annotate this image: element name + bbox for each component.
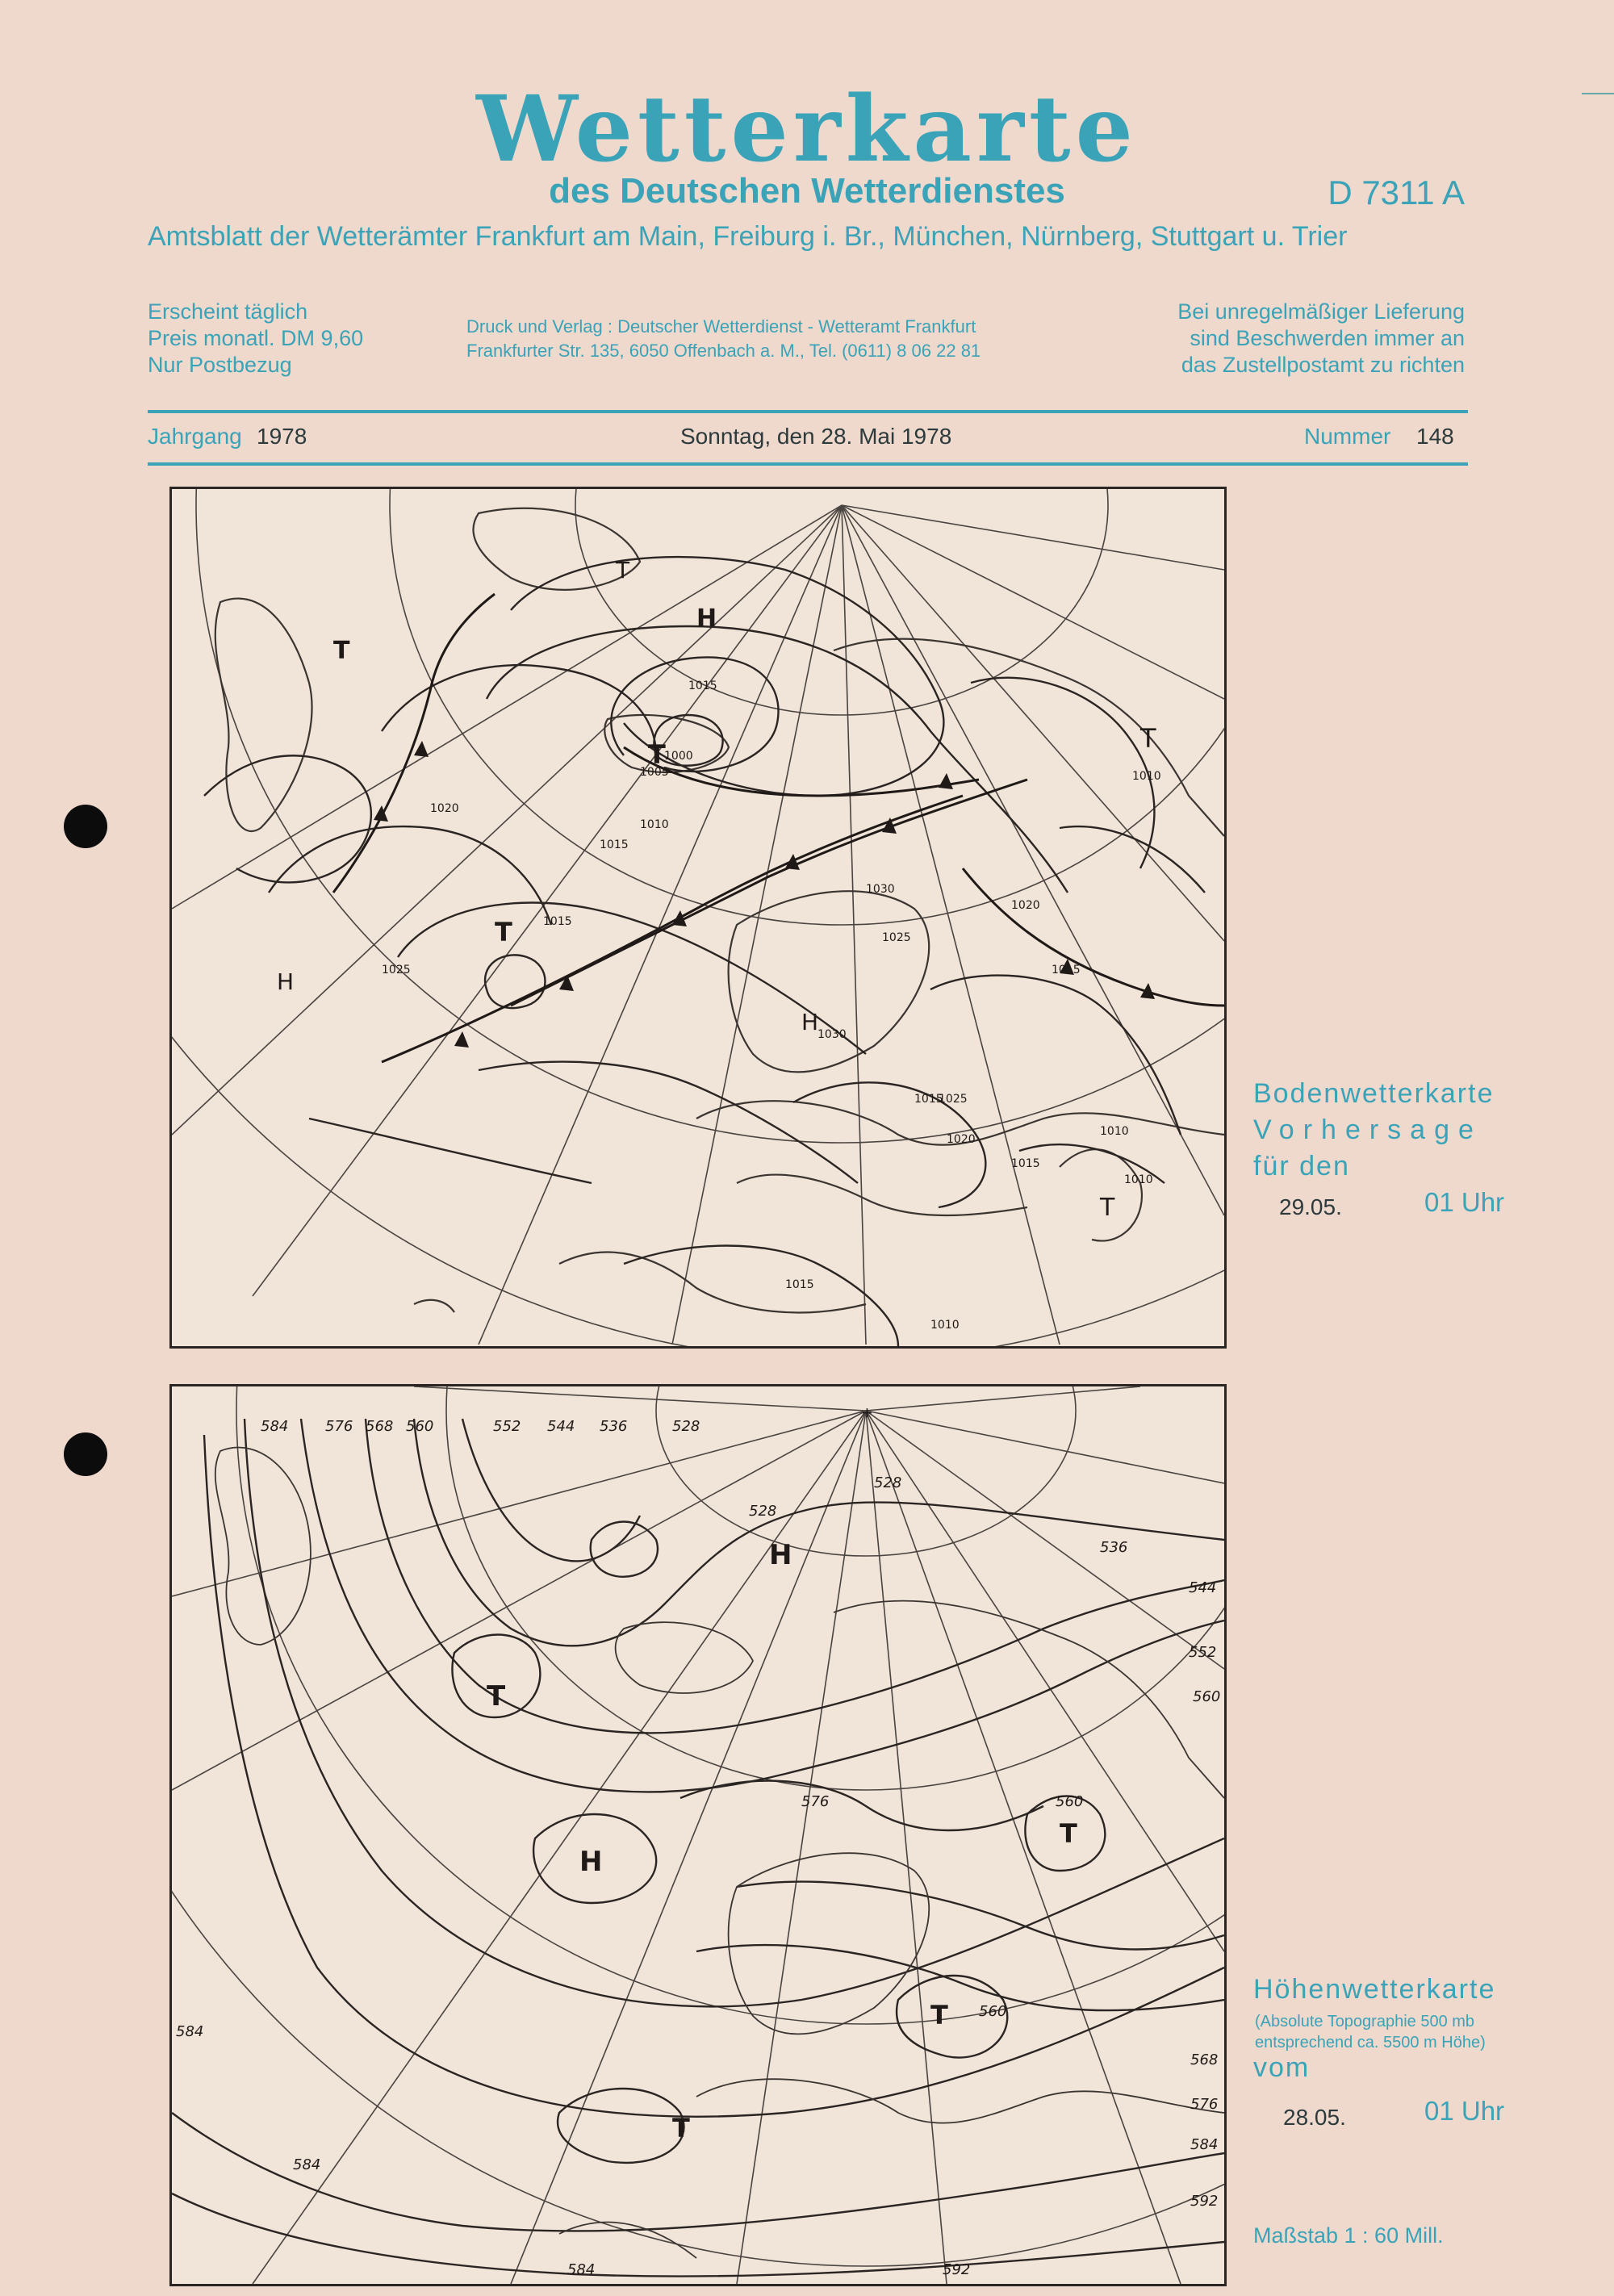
info-line: Erscheint täglich (148, 299, 308, 324)
upper-air-map-svg (172, 1386, 1224, 2284)
contour-label: 544 (547, 1418, 575, 1435)
center-label: H (579, 1846, 603, 1878)
front-symbols (374, 741, 1155, 1048)
info-line: sind Beschwerden immer an (1190, 326, 1465, 350)
isobar-label: 1010 (1100, 1125, 1129, 1138)
delivery-info (1177, 299, 1465, 378)
center-label: T (648, 739, 666, 770)
center-label: T (672, 2113, 690, 2143)
upper-date: 28.05. (1283, 2105, 1346, 2130)
center-label: T (487, 1680, 506, 1713)
number-label: Nummer (1304, 424, 1391, 449)
contour-label: 584 (261, 1418, 289, 1435)
surface-caption-title: Bodenwetterkarte (1253, 1078, 1495, 1109)
surface-map (169, 487, 1227, 1349)
surface-caption-forecast: Vorhersage (1253, 1115, 1482, 1145)
isobar-label: 1015 (914, 1093, 943, 1106)
isobar-label: 1000 (664, 750, 693, 763)
contour-label: 536 (1100, 1539, 1128, 1556)
contour-label: 592 (1190, 2193, 1219, 2210)
contour-label: 576 (1190, 2096, 1219, 2113)
surface-time: 01 Uhr (1424, 1187, 1505, 1217)
center-label: H (769, 1539, 792, 1571)
edge-mark (1582, 93, 1614, 94)
isobar-label: 1020 (430, 802, 459, 815)
info-line: das Zustellpostamt zu richten (1181, 353, 1465, 377)
contour-label: 584 (567, 2261, 596, 2278)
punch-hole (64, 805, 107, 848)
doc-number: D 7311 A (1328, 174, 1465, 211)
subscription-info (148, 299, 363, 378)
contour-label: 592 (943, 2261, 971, 2278)
note-line: entsprechend ca. 5500 m Höhe) (1255, 2034, 1486, 2051)
contour-label: 576 (325, 1418, 353, 1435)
coastlines (215, 1448, 1224, 2258)
contour-label: 568 (366, 1418, 394, 1435)
info-line: Druck und Verlag : Deutscher Wetterdienst - Wetteramt Frankfurt (466, 316, 976, 337)
center-label: H (277, 968, 295, 995)
note-line: (Absolute Topographie 500 mb (1255, 2013, 1475, 2030)
surface-date: 29.05. (1279, 1194, 1342, 1219)
masthead-subtitle: des Deutschen Wetterdienstes (549, 171, 1065, 211)
upper-air-map (169, 1384, 1227, 2286)
issue-row (148, 424, 1468, 456)
surface-map-svg (172, 489, 1224, 1346)
center-label: H (696, 604, 717, 633)
info-line: Frankfurter Str. 135, 6050 Offenbach a. M., Tel. (0611) 8 06 22 81 (466, 341, 981, 361)
isobar-label: 1015 (785, 1278, 814, 1291)
bulletin-line: Amtsblatt der Wetterämter Frankfurt am Main, Freiburg i. Br., München, Nürnberg, Stuttgart u. Trier (148, 221, 1348, 252)
isobar-label: 1015 (1011, 1157, 1040, 1170)
issue-number: 148 (1416, 424, 1454, 449)
isobar-label: 1015 (543, 915, 572, 928)
isobar-label: 1025 (382, 964, 411, 977)
isobar-label: 1010 (1124, 1173, 1153, 1186)
isobar-label: 1025 (939, 1093, 968, 1106)
isobar-label: 1030 (866, 883, 895, 896)
center-label: T (495, 917, 512, 947)
isobar-label: 1010 (640, 818, 669, 831)
publisher-info (466, 315, 981, 363)
isobar-label: 1015 (688, 680, 717, 692)
contour-label: 584 (1190, 2136, 1219, 2153)
info-line: Nur Postbezug (148, 353, 292, 377)
contour-label: 552 (1189, 1644, 1217, 1661)
year-label: Jahrgang (148, 424, 242, 449)
center-label: T (333, 637, 350, 665)
contour-label: 560 (979, 2003, 1007, 2020)
contour-label: 560 (406, 1418, 434, 1435)
isobar-label: 1015 (600, 839, 629, 851)
info-line: Preis monatl. DM 9,60 (148, 326, 364, 350)
contour-label: 576 (801, 1793, 830, 1810)
coastlines (215, 508, 1224, 1313)
center-label: H (801, 1009, 819, 1035)
contour-label: 560 (1056, 1793, 1084, 1810)
isobar-label: 1030 (817, 1028, 847, 1041)
contour-label: 528 (874, 1474, 902, 1491)
contour-label: 536 (600, 1418, 628, 1435)
surface-caption-for: für den (1253, 1151, 1350, 1181)
isobar-label: 1025 (882, 931, 911, 944)
masthead-title: Wetterkarte (476, 77, 1138, 182)
pressure-centers (487, 1539, 1077, 2143)
contour-label: 584 (293, 2156, 321, 2173)
contour-label: 560 (1193, 1688, 1221, 1705)
punch-hole (64, 1432, 107, 1476)
upper-caption-note (1255, 2011, 1486, 2053)
center-label: T (616, 557, 630, 583)
isobar-label: 1015 (1052, 964, 1081, 977)
contour-label: 544 (1189, 1579, 1217, 1596)
isobar-label: 1005 (640, 766, 669, 779)
isobar-label: 1010 (930, 1319, 960, 1332)
isobar-label: 1020 (1011, 899, 1040, 912)
year-value: 1978 (257, 424, 307, 449)
contour-label: 528 (749, 1503, 777, 1520)
north-pole-marker: + (862, 1403, 872, 1423)
contour-label: 528 (672, 1418, 700, 1435)
center-label: T (930, 2000, 948, 2030)
contour-label: 568 (1190, 2051, 1219, 2068)
upper-time: 01 Uhr (1424, 2096, 1505, 2126)
rule-top (148, 410, 1468, 413)
center-label: T (1140, 723, 1156, 754)
rule-bottom (148, 462, 1468, 466)
isobar-label: 1020 (947, 1133, 976, 1146)
isobar-label: 1010 (1132, 770, 1161, 783)
upper-caption-from: vom (1253, 2052, 1311, 2083)
contour-label: 552 (493, 1418, 521, 1435)
center-label: T (1060, 1818, 1077, 1849)
map-scale: Maßstab 1 : 60 Mill. (1253, 2223, 1444, 2248)
contour-label: 584 (176, 2023, 204, 2040)
issue-date: Sonntag, den 28. Mai 1978 (680, 424, 952, 449)
center-label: T (1100, 1194, 1115, 1222)
upper-caption-title: Höhenwetterkarte (1253, 1974, 1496, 2005)
info-line: Bei unregelmäßiger Lieferung (1177, 299, 1465, 324)
